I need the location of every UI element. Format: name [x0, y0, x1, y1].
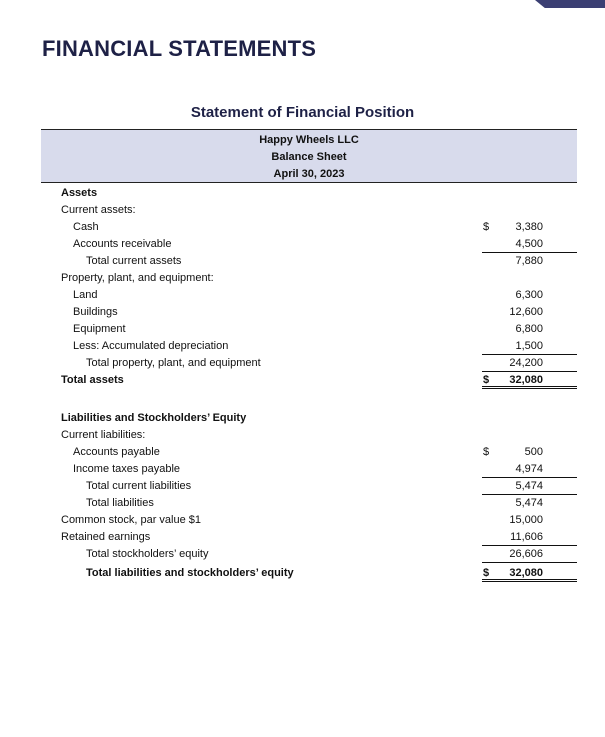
row-amount: 4,974	[482, 462, 577, 478]
row-label: Current assets:	[61, 204, 136, 216]
table-row	[41, 479, 577, 496]
table-row	[41, 411, 577, 428]
table-row	[41, 496, 577, 513]
table-row	[41, 566, 577, 583]
row-amount: 5,474	[482, 479, 577, 495]
row-label: Total current assets	[86, 255, 182, 267]
row-amount: 3,380	[515, 221, 543, 233]
row-label: Buildings	[73, 306, 118, 318]
table-row	[41, 462, 577, 479]
row-amount: 12,600	[509, 306, 543, 318]
row-amount-total: 32,080	[482, 566, 577, 582]
row-amount: 4,500	[482, 237, 577, 253]
company-name: Happy Wheels LLC	[259, 134, 359, 146]
table-row	[41, 513, 577, 530]
table-row	[41, 445, 577, 462]
table-row	[41, 271, 577, 288]
page-title: FINANCIAL STATEMENTS	[42, 36, 317, 61]
row-label: Current liabilities:	[61, 429, 146, 441]
statement-header	[41, 129, 577, 183]
table-row	[41, 220, 577, 237]
row-amount: 500	[524, 446, 543, 458]
table-row	[41, 237, 577, 254]
dollar-sign: $	[483, 221, 490, 233]
row-amount: 7,880	[515, 255, 543, 267]
table-row	[41, 530, 577, 547]
row-amount: 1,500	[482, 339, 577, 355]
table-row	[41, 305, 577, 322]
table-row	[41, 356, 577, 373]
table-row	[41, 373, 577, 390]
row-amount: 5,474	[515, 497, 543, 509]
section-heading-assets: Assets	[61, 187, 98, 199]
table-row	[41, 339, 577, 356]
row-amount-total: 32,080	[482, 373, 577, 389]
row-label: Total current liabilities	[86, 480, 192, 492]
row-label: Total property, plant, and equipment	[86, 357, 261, 369]
row-amount: 6,300	[515, 289, 543, 301]
dollar-sign: $	[483, 446, 490, 458]
row-amount: 26,606	[482, 547, 577, 563]
row-label: Common stock, par value $1	[61, 514, 202, 526]
row-label-total: Total liabilities and stockholders’ equity	[86, 567, 294, 579]
table-row	[41, 322, 577, 339]
table-row	[41, 428, 577, 445]
row-label: Total stockholders’ equity	[86, 548, 209, 560]
row-label: Accounts receivable	[73, 238, 172, 250]
dollar-sign: $	[483, 567, 490, 579]
row-label: Retained earnings	[61, 531, 151, 543]
corner-accent-tab	[535, 0, 605, 8]
dollar-sign: $	[483, 374, 490, 386]
table-row	[41, 203, 577, 220]
report-name: Balance Sheet	[271, 151, 347, 163]
report-date: April 30, 2023	[273, 168, 345, 180]
statement-title: Statement of Financial Position	[190, 104, 415, 121]
row-label: Income taxes payable	[73, 463, 181, 475]
row-label: Property, plant, and equipment:	[61, 272, 214, 284]
row-amount: 15,000	[509, 514, 543, 526]
row-amount: 11,606	[482, 530, 577, 546]
row-label-total: Total assets	[61, 374, 124, 386]
row-label: Total liabilities	[86, 497, 154, 509]
row-label: Equipment	[73, 323, 126, 335]
table-row	[41, 547, 577, 564]
row-label: Less: Accumulated depreciation	[73, 340, 229, 352]
row-label: Land	[73, 289, 98, 301]
row-label: Cash	[73, 221, 99, 233]
row-amount: 6,800	[515, 323, 543, 335]
row-amount: 24,200	[482, 356, 577, 372]
table-row	[41, 254, 577, 271]
section-heading-liabilities: Liabilities and Stockholders’ Equity	[61, 412, 247, 424]
table-row	[41, 186, 577, 203]
table-row	[41, 288, 577, 305]
row-label: Accounts payable	[73, 446, 160, 458]
